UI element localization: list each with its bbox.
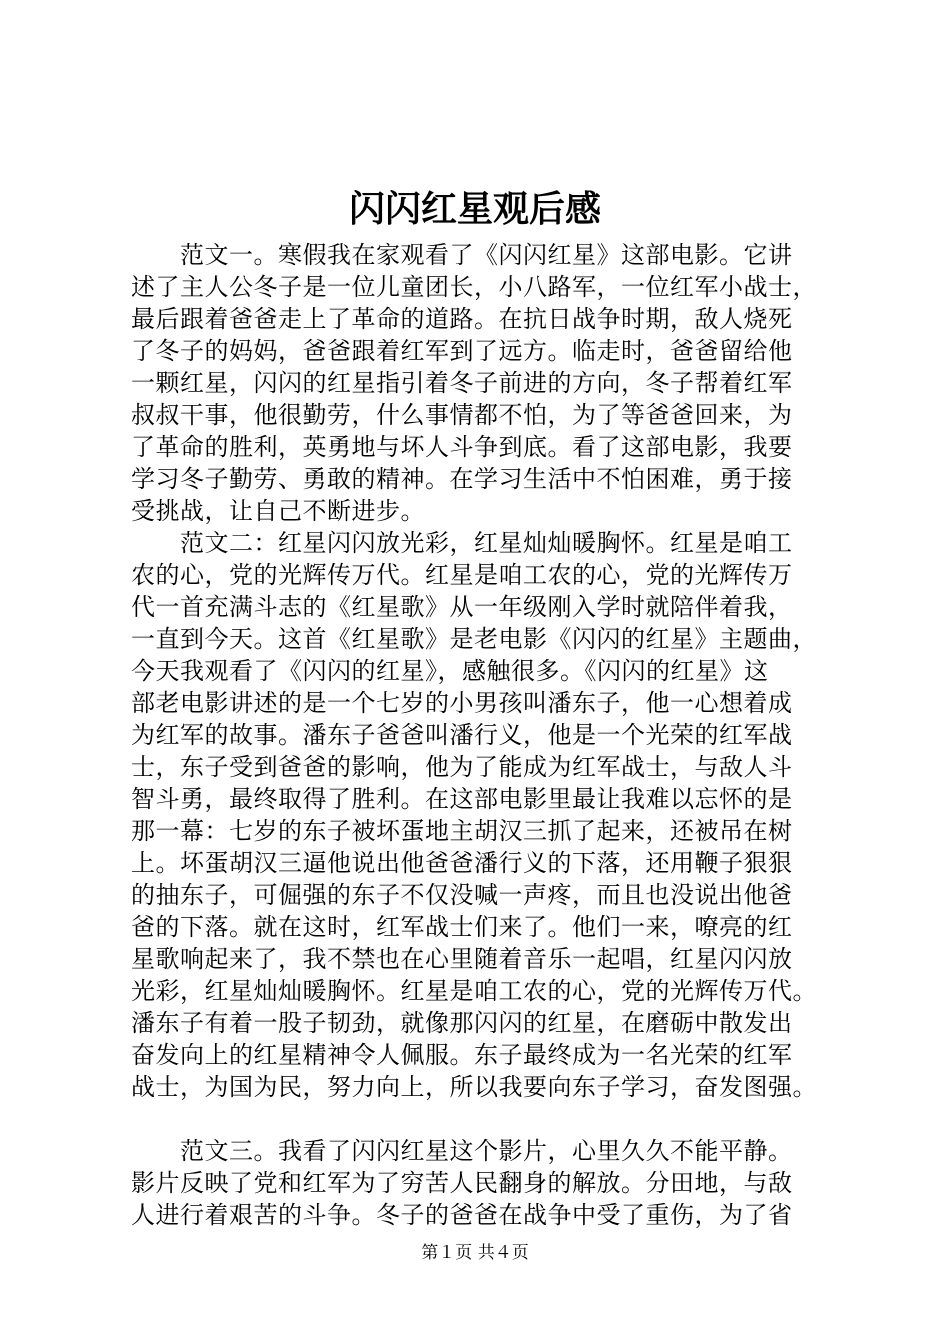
text-line: 影片反映了党和红军为了穷苦人民翻身的解放。分田地，与敌 bbox=[131, 1169, 793, 1197]
text-line: 为红军的故事。潘东子爸爸叫潘行义，他是一个光荣的红军战 bbox=[131, 721, 793, 749]
text-line: 述了主人公冬子是一位儿童团长，小八路军，一位红军小战士， bbox=[131, 273, 817, 301]
text-line: 农的心，党的光辉传万代。红星是咱工农的心，党的光辉传万 bbox=[131, 561, 793, 589]
text-line: 士，东子受到爸爸的影响，他为了能成为红军战士，与敌人斗 bbox=[131, 753, 793, 781]
text-line: 受挑战，让自己不断进步。 bbox=[131, 497, 425, 525]
text-line: 今天我观看了《闪闪的红星》，感触很多。《闪闪的红星》这 bbox=[131, 657, 769, 685]
text-line: 了革命的胜利，英勇地与坏人斗争到底。看了这部电影，我要 bbox=[131, 433, 793, 461]
page-footer: 第１页 共４页 bbox=[421, 1243, 529, 1263]
text-line: 潘东子有着一股子韧劲，就像那闪闪的红星，在磨砺中散发出 bbox=[131, 1009, 793, 1037]
text-line: 范文三。我看了闪闪红星这个影片，心里久久不能平静。 bbox=[131, 1137, 793, 1165]
text-line: 星歌响起来了，我不禁也在心里随着音乐一起唱，红星闪闪放 bbox=[131, 945, 793, 973]
text-line: 上。坏蛋胡汉三逼他说出他爸爸潘行义的下落，还用鞭子狠狠 bbox=[131, 849, 793, 877]
text-line: 爸的下落。就在这时，红军战士们来了。他们一来，嘹亮的红 bbox=[131, 913, 793, 941]
text-line: 范文一。寒假我在家观看了《闪闪红星》这部电影。它讲 bbox=[131, 241, 793, 269]
text-line: 部老电影讲述的是一个七岁的小男孩叫潘东子，他一心想着成 bbox=[131, 689, 793, 717]
text-line: 奋发向上的红星精神令人佩服。东子最终成为一名光荣的红军 bbox=[131, 1041, 793, 1069]
text-line: 的抽东子，可倔强的东子不仅没喊一声疼，而且也没说出他爸 bbox=[131, 881, 793, 909]
text-line: 了冬子的妈妈，爸爸跟着红军到了远方。临走时，爸爸留给他 bbox=[131, 337, 793, 365]
text-line: 智斗勇，最终取得了胜利。在这部电影里最让我难以忘怀的是 bbox=[131, 785, 793, 813]
text-line: 战士，为国为民，努力向上，所以我要向东子学习，奋发图强。 bbox=[131, 1073, 817, 1101]
text-line: 最后跟着爸爸走上了革命的道路。在抗日战争时期，敌人烧死 bbox=[131, 305, 793, 333]
text-line: 范文二：红星闪闪放光彩，红星灿灿暖胸怀。红星是咱工 bbox=[131, 529, 793, 557]
text-line: 一颗红星，闪闪的红星指引着冬子前进的方向，冬子帮着红军 bbox=[131, 369, 793, 397]
text-line: 人进行着艰苦的斗争。冬子的爸爸在战争中受了重伤，为了省 bbox=[131, 1201, 793, 1229]
text-line: 叔叔干事，他很勤劳，什么事情都不怕，为了等爸爸回来，为 bbox=[131, 401, 793, 429]
text-line: 代一首充满斗志的《红星歌》从一年级刚入学时就陪伴着我， bbox=[131, 593, 793, 621]
text-line: 光彩，红星灿灿暖胸怀。红星是咱工农的心，党的光辉传万代。 bbox=[131, 977, 817, 1005]
text-line: 一直到今天。这首《红星歌》是老电影《闪闪的红星》主题曲， bbox=[131, 625, 817, 653]
document-title: 闪闪红星观后感 bbox=[348, 188, 601, 230]
text-line bbox=[131, 1102, 841, 1136]
text-line: 学习冬子勤劳、勇敢的精神。在学习生活中不怕困难，勇于接 bbox=[131, 465, 793, 493]
text-line: 那一幕：七岁的东子被坏蛋地主胡汉三抓了起来，还被吊在树 bbox=[131, 817, 793, 845]
